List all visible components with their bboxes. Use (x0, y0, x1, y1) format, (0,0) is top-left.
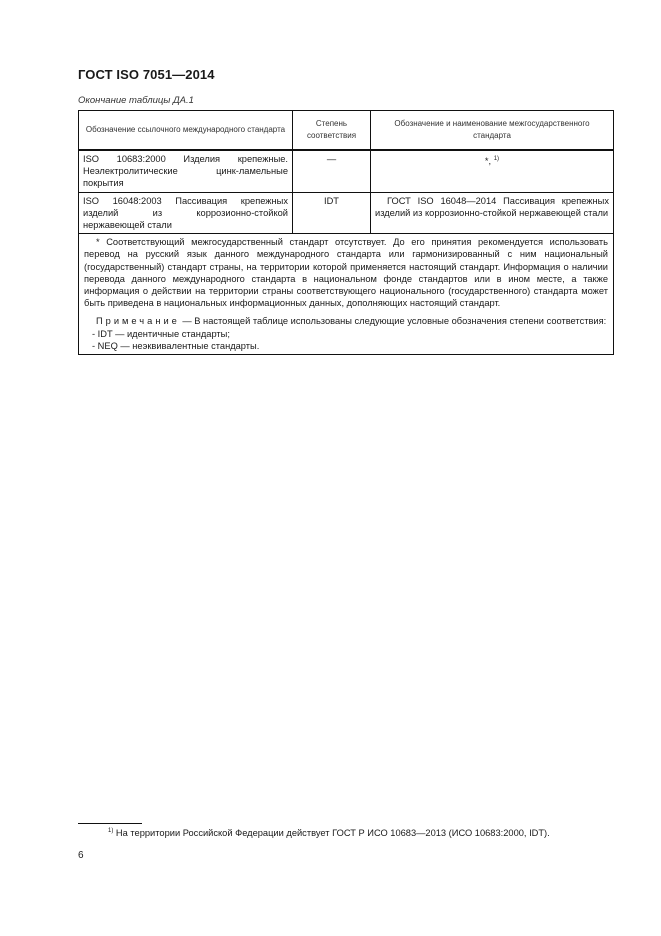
reference-standards-table (78, 110, 614, 355)
cell-degree: IDT (293, 192, 371, 234)
page-number: 6 (78, 850, 84, 861)
header-interstate-standard: Обозначение и наименование межгосударственного стандарта (371, 111, 614, 151)
asterisk-note: * Соответствующий межгосударственный стандарт отсутствует. До его принятия рекомендуется использовать перевод на русский язык данного международного стандарта или гармонизированный с ним национальный (государственный) стандарт страны, на территории которой применяется настоящий стандарт. Информация о наличии перевода данного международного стандарта в национальном фонде стандартов или в ином месте, а также информация о действии на территории страны соответствующего национального (государственного) стандарта может быть приведена в национальных информационных данных, дополняющих настоящий стандарт. (84, 237, 608, 309)
cell-degree: — (293, 150, 371, 192)
table-row (79, 192, 614, 234)
cell-reference-standard: ISO 16048:2003 Пассивация крепежных изделий из коррозионно-стойкой нержавеющей стали (79, 192, 293, 234)
page-footnote (108, 828, 550, 838)
table-header-row (79, 111, 614, 151)
cell-interstate-standard: ГОСТ ISO 16048—2014 Пассивация крепежных изделий из коррозионно-стойкой нержавеющей стали (371, 192, 614, 234)
table-footnotes (79, 234, 614, 355)
cell-reference-standard: ISO 10683:2000 Изделия крепежные. Неэлектролитические цинк-ламельные покрытия (79, 150, 293, 192)
table-note (84, 315, 608, 327)
asterisk-mark: * (484, 156, 489, 167)
footnote-marker: 1) (108, 828, 114, 834)
footnote-divider (78, 823, 142, 824)
legend-item-idt: - IDT — идентичные стандарты; (92, 328, 230, 339)
footnote-ref: 1) (493, 156, 500, 162)
header-degree-of-correspondence: Степень соответствия (293, 111, 371, 151)
table-row (79, 150, 614, 192)
footnote-text: На территории Российской Федерации действует ГОСТ Р ИСО 10683—2013 (ИСО 10683:2000, IDT). (113, 828, 550, 839)
document-title: ГОСТ ISO 7051—2014 (78, 67, 215, 82)
table-footer-row (79, 234, 614, 355)
legend-item-neq: - NEQ — неэквивалентные стандарты. (92, 340, 260, 351)
cell-interstate-standard: *, $^{1)}$ (371, 150, 614, 192)
note-text: — В настоящей таблице использованы следующие условные обозначения степени соответствия: (179, 316, 607, 327)
note-label: Примечание (96, 316, 180, 327)
header-reference-standard: Обозначение ссылочного международного стандарта (79, 111, 293, 151)
table-caption: Окончание таблицы ДА.1 (78, 95, 194, 106)
